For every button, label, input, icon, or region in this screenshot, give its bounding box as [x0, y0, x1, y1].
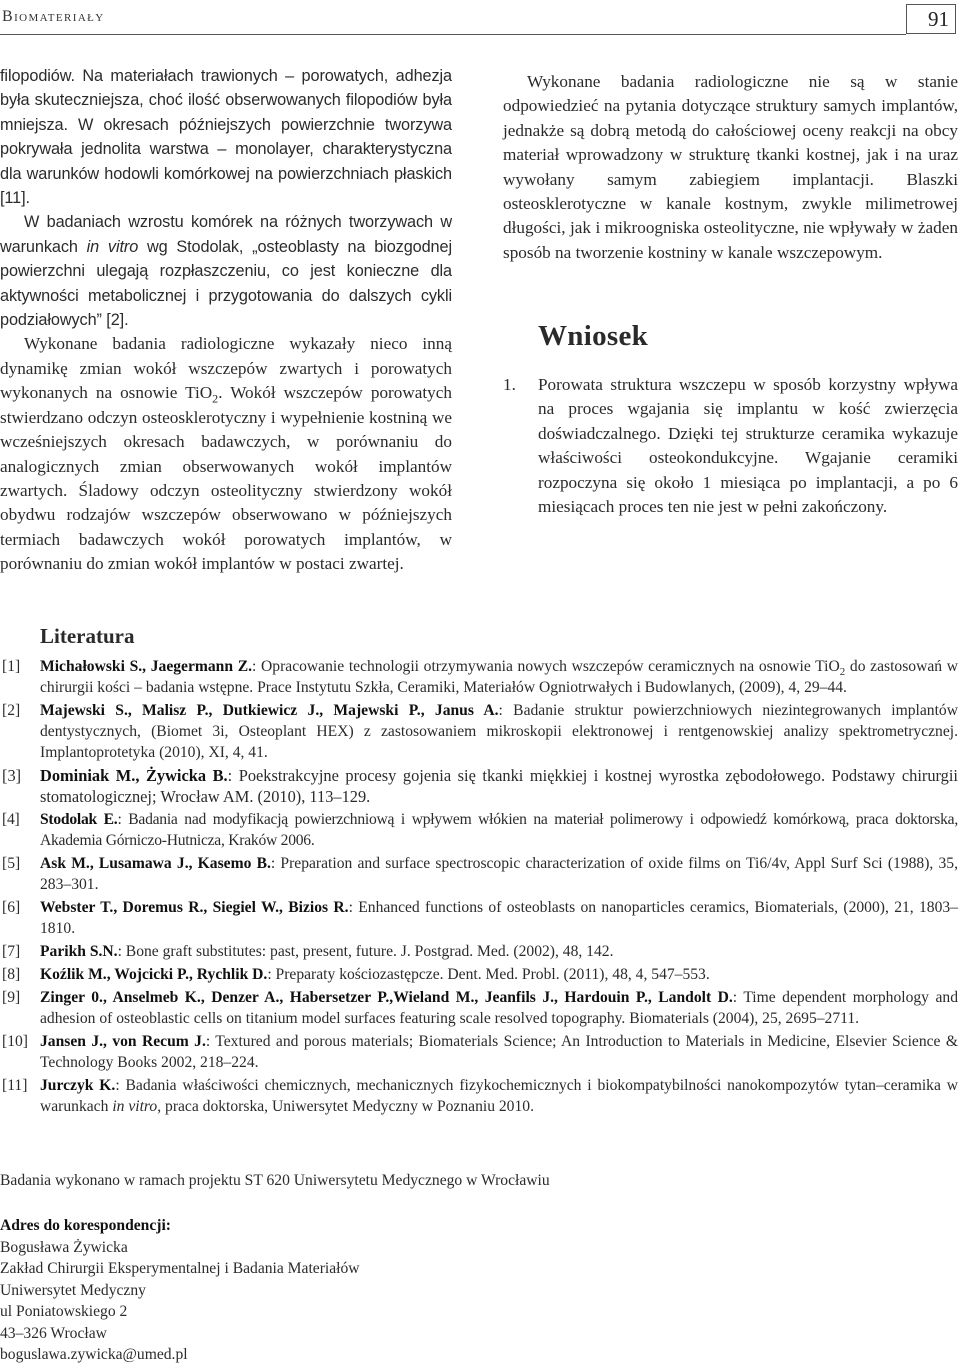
paragraph-1: [0, 64, 452, 210]
reference-text: : Preparaty kościozastępcze. Dent. Med. Probl. (2011), 48, 4, 547–553.: [267, 966, 710, 983]
reference-text: : Preparation and surface spectroscopic characterization of oxide films on Ti6/4v, Appl Surf Sci (1988), 35, 283–301.: [40, 855, 958, 893]
reference-number: [3]: [2, 766, 22, 785]
reference-item: [0, 987, 958, 1029]
reference-number: [6]: [2, 899, 21, 916]
reference-text: : Textured and porous materials; Biomaterials Science; An Introduction to Materials in Medicine, Elsevier Science & Technology Books 2002, 218–224.: [40, 1033, 959, 1071]
reference-text: : Badania nad modyfikacją powierzchniową i wpływem włókien na materiał polimerowy i odpowiedź komórkową, praca doktorska, Akademia Górniczo-Hutnicza, Kraków 2006.: [40, 811, 958, 849]
reference-text: : Badanie struktur powierzchniowych niezintegrowanych implantów dentystycznych, (Biomet 3i, Osteoplant HEX) z zastosowaniem mikroskopii elektronowej i rentgenowskiej analizy spektrometrycznej. Implantoprotetyka (2010), XI, 4, 41.: [40, 702, 958, 761]
correspondence-street: ul Poniatowskiego 2: [0, 1303, 128, 1320]
reference-text: : Enhanced functions of osteoblasts on nanoparticles ceramics, Biomaterials, (2000), 21, 1803–1810.: [40, 899, 958, 937]
journal-name: Biomateriały: [2, 8, 105, 25]
reference-number: [11]: [2, 1077, 28, 1094]
reference-authors: Michałowski S., Jaegermann Z.: [40, 658, 253, 675]
reference-authors: Majewski S., Malisz P., Dutkiewicz J., Majewski P., Janus A.: [40, 702, 499, 719]
paragraph-3: [0, 332, 452, 576]
paragraph-2-italic: in vitro: [86, 237, 139, 256]
paragraph-2: [0, 210, 452, 332]
reference-number: [2]: [2, 702, 21, 719]
page-header: [0, 0, 960, 40]
reference-italic: in vitro: [112, 1098, 158, 1115]
paragraph-1-part-b: W okresach późniejszych powierzchnie tworzywa pokrywała jednolita warstwa – monolayer, charakterystyczna dla warunków hodowli komórkowej na powierzchniach płaskich [11].: [0, 115, 452, 208]
funding-note: Badania wykonano w ramach projektu ST 620 Uniwersytetu Medycznego w Wrocławiu: [0, 1172, 550, 1189]
correspondence-label: Adres do korespondencji:: [0, 1217, 171, 1234]
reference-number: [7]: [2, 943, 21, 960]
conclusion-item-number: 1.: [503, 375, 516, 394]
reference-item: [0, 765, 958, 807]
reference-authors: Jurczyk K.: [40, 1077, 116, 1094]
right-column: [503, 70, 958, 265]
reference-text: : Poekstrakcyjne procesy gojenia się tkanki miękkiej i kostnej wyrostka zębodołowego. Podstawy chirurgii stomatologicznej; Wrocław AM. (2010), 113–129.: [40, 766, 958, 806]
correspondence-block: [0, 1215, 360, 1366]
reference-item: [0, 656, 958, 698]
references-list: [0, 656, 958, 1119]
reference-number: [1]: [2, 658, 21, 675]
reference-subscript: 2: [839, 666, 846, 679]
reference-number: [10]: [2, 1033, 28, 1050]
reference-item: [0, 941, 958, 962]
reference-authors: Ask M., Lusamawa J., Kasemo B.: [40, 855, 271, 872]
paragraph-3-part-a: Wykonane badania radiologiczne wykazały nieco inną dynamikę zmian wokół wszczepów zwartych i porowatych wykonanych na osnowie TiO: [0, 334, 452, 403]
reference-text: : Badania właściwości chemicznych, mechanicznych fizykochemicznych i biokompatybilności nanokompozytów tytan–ceramika w warunkach: [40, 1077, 958, 1115]
reference-item: [0, 897, 958, 939]
reference-number: [5]: [2, 855, 21, 872]
correspondence-city: 43–326 Wrocław: [0, 1324, 107, 1342]
reference-text-end: , praca doktorska, Uniwersytet Medyczny w Poznaniu 2010.: [157, 1098, 534, 1115]
reference-item: [0, 1075, 958, 1117]
paragraph-1-part-a: filopodiów. Na materiałach trawionych – porowatych, adhezja była skuteczniejsza, choć ilość obserwowanych filopodiów była mniejsza.: [0, 67, 452, 134]
reference-text: : Bone graft substitutes: past, present, future. J. Postgrad. Med. (2002), 48, 142.: [117, 943, 614, 960]
conclusion-heading: Wniosek: [538, 320, 649, 352]
paragraph-2-part-a: W badaniach wzrostu komórek na różnych tworzywach w warunkach: [0, 213, 452, 256]
conclusion-list-item: [503, 373, 958, 519]
reference-item: [0, 853, 958, 895]
reference-text: : Opracowanie technologii otrzymywania nowych wszczepów ceramicznych na osnowie TiO: [252, 658, 840, 675]
conclusion-item-text: Porowata struktura wszczepu w sposób korzystny wpływa na proces wgajania się implantu w kość zwierzęcia doświadczalnego. Dzięki tej strukturze ceramika wykazuje właściwości osteokondukcyjne. Wgajanie ceramiki rozpoczyna się około 1 miesiąca po implantacji, a po 6 miesiącach proces ten nie jest w pełni zakończony.: [538, 375, 958, 517]
reference-number: [4]: [2, 811, 20, 828]
reference-item: [0, 964, 958, 985]
reference-item: [0, 1031, 958, 1073]
reference-item: [0, 809, 958, 851]
right-paragraph-1: Wykonane badania radiologiczne nie są w stanie odpowiedzieć na pytania dotyczące struktury samych implantów, jednakże są dobrą metodą do całościowej oceny reakcji na obcy materiał wprowadzony w strukturę tkanki kostnej, jak i na uraz wywołany samym zabiegiem implantacji. Blaszki osteosklerotyczne w kanale kostnym, zwykle milimetrowej długości, jak i mikroogniska osteolityczne, nie wpływały w żaden sposób na tworzenie kostniny w kanale wszczepowym.: [503, 72, 958, 262]
references-heading: Literatura: [40, 624, 135, 648]
reference-number: [9]: [2, 989, 21, 1006]
reference-number: [8]: [2, 966, 21, 983]
reference-text: : Time dependent morphology and adhesion of osteoblastic cells on titanium model surfaces featuring scale resolved topography. Biomaterials (2004), 25, 2695–2711.: [40, 989, 958, 1027]
reference-authors: Webster T., Doremus R., Siegiel W., Bizios R.: [40, 899, 349, 916]
reference-authors: Parikh S.N.: [40, 943, 118, 960]
paragraph-3-part-b: . Wokół wszczepów porowatych stwierdzano odczyn osteosklerotyczny i wypełnienie kostniną we wcześniejszych okresach badawczych, w porównaniu do analogicznych zmian obserwowanych wokół implantów zwartych. Śladowy odczyn osteolityczny stwierdzony wokół obydwu rodzajów wszczepów obserwowano w późniejszych termiach badawczych wokół porowatych implantów, w porównaniu do zmian wokół implantów w postaci zwartej.: [0, 383, 452, 574]
reference-authors: Koźlik M., Wojcicki P., Rychlik D.: [40, 966, 268, 983]
reference-text-end: do zastosowań w chirurgii kości – badania wstępne. Prace Instytutu Szkła, Ceramiki, Materiałów Ogniotrwałych i Budowlanych, (2009), 4, 29–44.: [40, 658, 959, 696]
reference-authors: Stodolak E.: [40, 811, 118, 828]
reference-authors: Jansen J., von Recum J.: [40, 1033, 206, 1050]
reference-authors: Zinger 0., Anselmeb K., Denzer A., Habersetzer P.,Wieland M., Jeanfils J., Hardouin P., Landolt D.: [40, 989, 733, 1006]
correspondence-department: Zakład Chirurgii Eksperymentalnej i Badania Materiałów: [0, 1260, 360, 1277]
correspondence-university: Uniwersytet Medyczny: [0, 1281, 146, 1299]
left-column: [0, 64, 452, 577]
page-number: 91: [906, 4, 956, 34]
paragraph-3-subscript: 2: [212, 391, 219, 406]
paragraph-2-part-b: wg Stodolak, „osteoblasty na biozgodnej powierzchni ulegają rozpłaszczeniu, co jest konieczne dla aktywności metabolicznej i przygotowania do dalszych cykli podziałowych” [2].: [0, 237, 452, 330]
correspondence-name: Bogusława Żywicka: [0, 1238, 128, 1256]
header-rule: [0, 34, 906, 35]
correspondence-email[interactable]: boguslawa.zywicka@umed.pl: [0, 1346, 188, 1363]
reference-authors: Dominiak M., Żywicka B.: [40, 766, 228, 785]
reference-item: [0, 700, 958, 763]
